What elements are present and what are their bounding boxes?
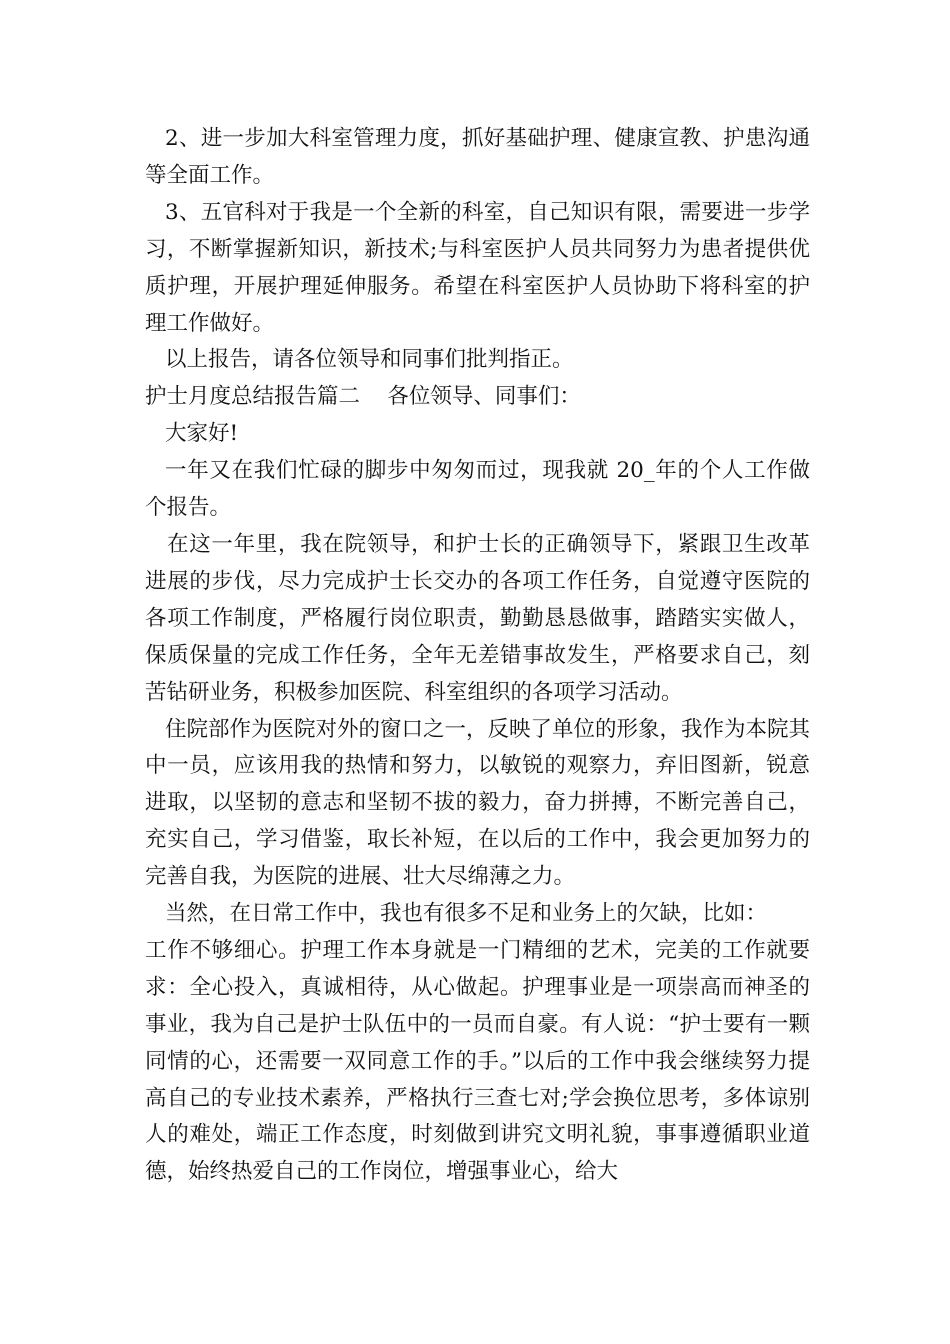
section-title: 护士月度总结报告篇二 [145,384,361,410]
paragraph-shortcomings: 当然，在日常工作中，我也有很多不足和业务上的欠缺，比如： [165,901,768,927]
greeting: 大家好! [165,421,239,447]
paragraph-inpatient: 住院部作为医院对外的窗口之一，反映了单位的形象，我作为本院其中一员，应该用我的热情和努力，以敏锐的观察力，弃旧图新，锐意进取，以坚韧的意志和坚韧不拔的毅力，奋力拼搏，不断完善自己，充实自己，学习借鉴，取长补短，在以后的工作中，我会更加努力的完善自我，为医院的进展、壮大尽绵薄之力。 [145,716,811,890]
salutation: 各位领导、同事们： [387,384,581,410]
paragraph-not-careful: 工作不够细心。护理工作本身就是一门精细的艺术，完美的工作就要求：全心投入，真诚相待，从心做起。护理事业是一项崇高而神圣的事业，我为自己是护士队伍中的一员而自豪。有人说：“护士要有一颗同情的心，还需要一双同意工作的手。”以后的工作中我会继续努力提高自己的专业技术素养，严格执行三查七对;学会换位思考，多体谅别人的难处，端正工作态度，时刻做到讲究文明礼貌，事事遵循职业道德，始终热爱自己的工作岗位，增强事业心，给大 [145,937,810,1185]
paragraph-year-work: 在这一年里，我在院领导，和护士长的正确领导下，紧跟卫生改革进展的步伐，尽力完成护士长交办的各项工作任务，自觉遵守医院的各项工作制度，严格履行岗位职责，勤勤恳恳做事，踏踏实实做人，保质保量的完成工作任务，全年无差错事故发生，严格要求自己，刻苦钻研业务，积极参加医院、科室组织的各项学习活动。 [145,531,810,705]
paragraph-intro: 一年又在我们忙碌的脚步中匆匆而过，现我就 20_年的个人工作做个报告。 [145,458,810,521]
document-body [145,121,810,1191]
section-heading-line [145,379,810,416]
paragraph-closing-request: 以上报告，请各位领导和同事们批判指正。 [165,347,574,373]
paragraph-item-2: 2、进一步加大科室管理力度，抓好基础护理、健康宣教、护患沟通等全面工作。 [145,126,810,188]
paragraph-item-3: 3、五官科对于我是一个全新的科室，自己知识有限，需要进一步学习，不断掌握新知识，新技术;与科室医护人员共同努力为患者提供优质护理，开展护理延伸服务。希望在科室医护人员协助下将科室的护理工作做好。 [145,199,810,336]
